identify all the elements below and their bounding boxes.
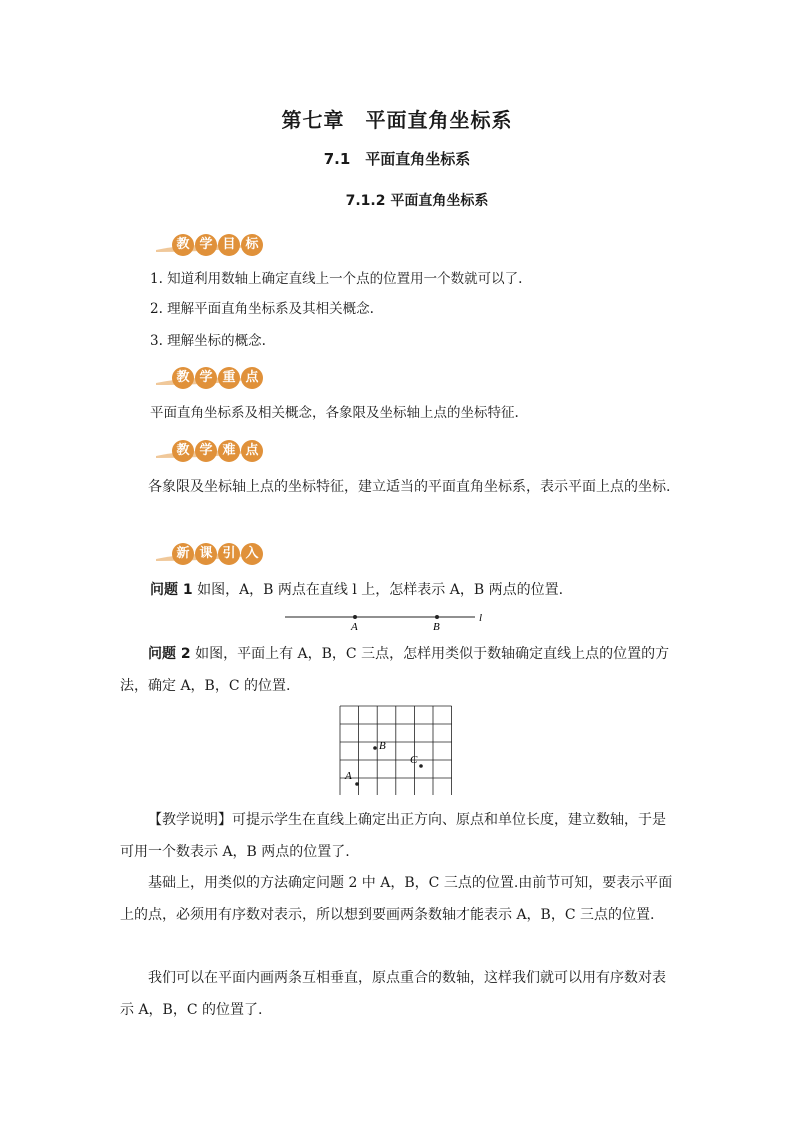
badge-char: 入 <box>241 543 263 565</box>
badge-char: 标 <box>241 234 263 256</box>
number-line-figure <box>285 608 495 634</box>
problem1-text: 如图，A，B 两点在直线 l 上，怎样表示 A，B 两点的位置. <box>192 582 564 598</box>
badge-char: 教 <box>172 234 194 256</box>
problem1 <box>150 574 690 606</box>
problem2 <box>120 638 678 702</box>
subsection-title: 7.1.2 平面直角坐标系 <box>345 193 489 209</box>
badge-char: 教 <box>172 367 194 389</box>
objective-item: 1. 知道利用数轴上确定直线上一个点的位置用一个数就可以了. <box>150 271 523 287</box>
grid-label-b: B <box>379 740 386 752</box>
badge-char: 新 <box>172 543 194 565</box>
numberline-label-a: A <box>351 621 358 633</box>
badge-char: 学 <box>195 367 217 389</box>
problem2-label: 问题 2 <box>148 646 191 662</box>
objectives-badge <box>154 232 264 256</box>
section-title: 7.1 平面直角坐标系 <box>323 150 471 168</box>
badge-char: 点 <box>241 440 263 462</box>
keypoints-badge <box>154 365 264 389</box>
teaching-explanation: 【教学说明】可提示学生在直线上确定出正方向、原点和单位长度，建立数轴，于是可用一个数表示 A，B 两点的位置了. <box>120 812 666 860</box>
grid-label-a: A <box>345 770 352 782</box>
badge-char: 难 <box>218 440 240 462</box>
badge-char: 学 <box>195 234 217 256</box>
difficulties-text: 各象限及坐标轴上点的坐标特征，建立适当的平面直角坐标系，表示平面上点的坐标. <box>148 479 671 495</box>
problem1-label: 问题 1 <box>150 582 193 598</box>
badge-char: 目 <box>218 234 240 256</box>
objective-item: 2. 理解平面直角坐标系及其相关概念. <box>150 301 374 317</box>
badge-char: 引 <box>218 543 240 565</box>
numberline-label-b: B <box>433 621 440 633</box>
badge-char: 重 <box>218 367 240 389</box>
badge-char: 学 <box>195 440 217 462</box>
intro-badge <box>154 541 264 565</box>
difficulties-badge <box>154 438 264 462</box>
grid-figure <box>339 705 455 795</box>
numberline-label-l: l <box>479 612 483 624</box>
paragraph-2: 基础上，用类似的方法确定问题 2 中 A，B，C 三点的位置.由前节可知，要表示平面上的点，必须用有序数对表示，所以想到要画两条数轴才能表示 A，B，C 三点的位置. <box>120 875 673 923</box>
objective-item: 3. 理解坐标的概念. <box>150 333 266 349</box>
badge-char: 教 <box>172 440 194 462</box>
badge-char: 点 <box>241 367 263 389</box>
problem2-text: 如图，平面上有 A，B，C 三点，怎样用类似于数轴确定直线上点的位置的方法，确定 A，B，C 的位置. <box>120 646 670 694</box>
paragraph-3: 我们可以在平面内画两条互相垂直，原点重合的数轴，这样我们就可以用有序数对表示 A，B，C 的位置了. <box>120 970 666 1018</box>
grid-label-c: C <box>410 754 418 766</box>
badge-char: 课 <box>195 543 217 565</box>
keypoints-text: 平面直角坐标系及相关概念，各象限及坐标轴上点的坐标特征. <box>150 405 519 421</box>
chapter-title: 第七章 平面直角坐标系 <box>281 108 513 132</box>
